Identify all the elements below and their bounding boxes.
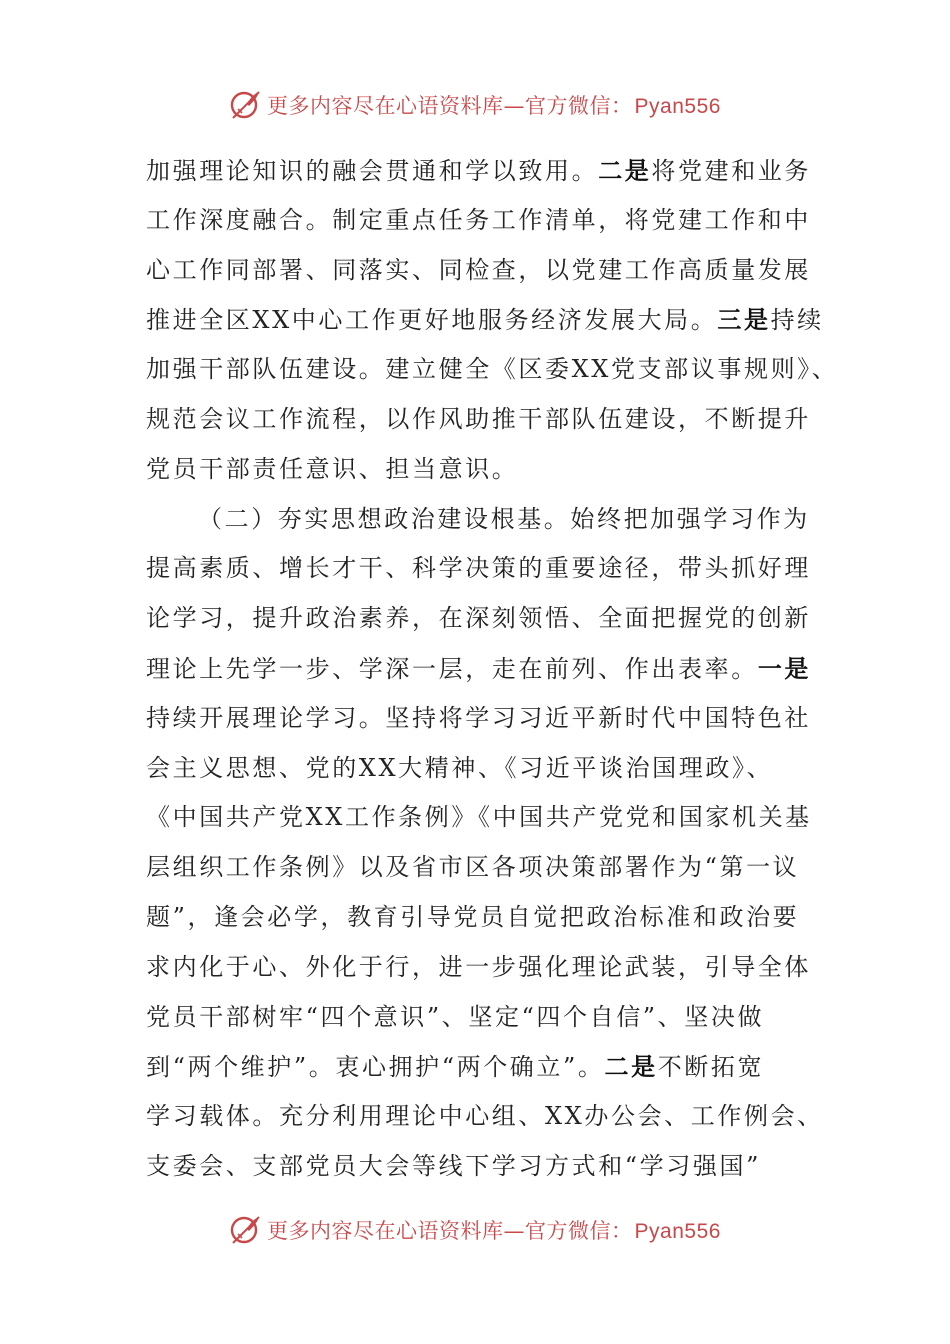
line-text: 支委会、支部党员大会等线下学习方式和“学习强国” (146, 1151, 761, 1180)
document-body (146, 146, 839, 1192)
text-line (146, 694, 811, 744)
line-text: 工作深度融合。制定重点任务工作清单，将党建工作和中 (146, 205, 811, 234)
wechat-id: Pyan556 (634, 1220, 721, 1243)
text-line (146, 345, 839, 395)
line-text: 规范会议工作流程，以作风助推干部队伍建设，不断提升 (146, 404, 811, 433)
line-text: 层组织工作条例》以及省市区各项决策部署作为“第一议 (146, 853, 800, 882)
text-line (146, 395, 811, 445)
line-text: 加强干部队伍建设。建立健全《区委XX党支部议事规则》、 (146, 355, 839, 384)
text-line (146, 943, 811, 993)
line-text: 心工作同部署、同落实、同检查，以党建工作高质量发展 (146, 255, 811, 284)
line-text: 《中国共产党XX工作条例》《中国共产党党和国家机关基 (146, 803, 812, 832)
quill-logo-icon (229, 1213, 263, 1247)
line-text: 持续开展理论学习。坚持将学习习近平新时代中国特色社 (146, 703, 811, 732)
text-line (146, 993, 806, 1043)
line-text: 学习载体。充分利用理论中心组、XX办公会、工作例会、 (146, 1102, 824, 1131)
line-text: 题”，逢会必学，教育引导党员自觉把政治标准和政治要 (146, 902, 800, 931)
line-text: 党员干部树牢“四个意识”、坚定“四个自信”、坚决做 (146, 1002, 765, 1031)
line-text: 党员干部责任意识、担当意识。 (146, 454, 519, 483)
line-text: 求内化于心、外化于行，进一步强化理论武装，引导全体 (146, 952, 811, 981)
text-line (146, 744, 806, 794)
watermark-text (267, 90, 721, 120)
line-text: 论学习，提升政治素养，在深刻领悟、全面把握党的创新 (146, 604, 811, 633)
text-line (146, 1042, 806, 1092)
text-line (146, 146, 812, 196)
line-text: 会主义思想、党的XX大精神、《习近平谈治国理政》、 (146, 753, 774, 782)
line-text: 到“两个维护”。衷心拥护“两个确立”。 (146, 1053, 605, 1082)
footer-watermark (0, 1210, 950, 1250)
text-line (146, 246, 811, 296)
text-line (146, 843, 806, 893)
line-text: （二）夯实思想政治建设根基。始终把加强学习作为 (198, 504, 810, 533)
text-line (146, 594, 811, 644)
line-text: 理论上先学一步、学深一层，走在前列、作出表率。 (146, 654, 758, 683)
text-line (146, 295, 824, 345)
line-text: 不断拓宽 (657, 1053, 765, 1082)
bold-marker: 二是 (598, 156, 652, 185)
quill-logo-icon (229, 88, 263, 122)
watermark-label: 更多内容尽在心语资料库—官方微信： (267, 1219, 633, 1243)
text-line (146, 1092, 824, 1142)
line-text: 加强理论知识的融会贯通和学以致用。 (146, 157, 599, 185)
text-line (146, 196, 811, 246)
header-watermark (0, 85, 950, 125)
bold-marker: 一是 (757, 653, 812, 683)
text-line (146, 445, 806, 495)
text-line (146, 644, 812, 694)
bold-marker: 三是 (717, 305, 771, 335)
text-line (146, 495, 810, 545)
text-line (146, 793, 812, 843)
line-text: 提高素质、增长才干、科学决策的重要途径，带头抓好理 (146, 554, 811, 583)
line-text: 将党建和业务 (651, 157, 812, 185)
bold-marker: 二是 (604, 1052, 658, 1082)
wechat-id: Pyan556 (634, 95, 721, 118)
line-text: 持续 (770, 306, 824, 335)
text-line (146, 893, 806, 943)
text-line (146, 544, 811, 594)
line-text: 推进全区XX中心工作更好地服务经济发展大局。 (146, 306, 718, 335)
watermark-label: 更多内容尽在心语资料库—官方微信： (267, 94, 633, 118)
watermark-text (267, 1215, 721, 1245)
text-line (146, 1142, 806, 1192)
